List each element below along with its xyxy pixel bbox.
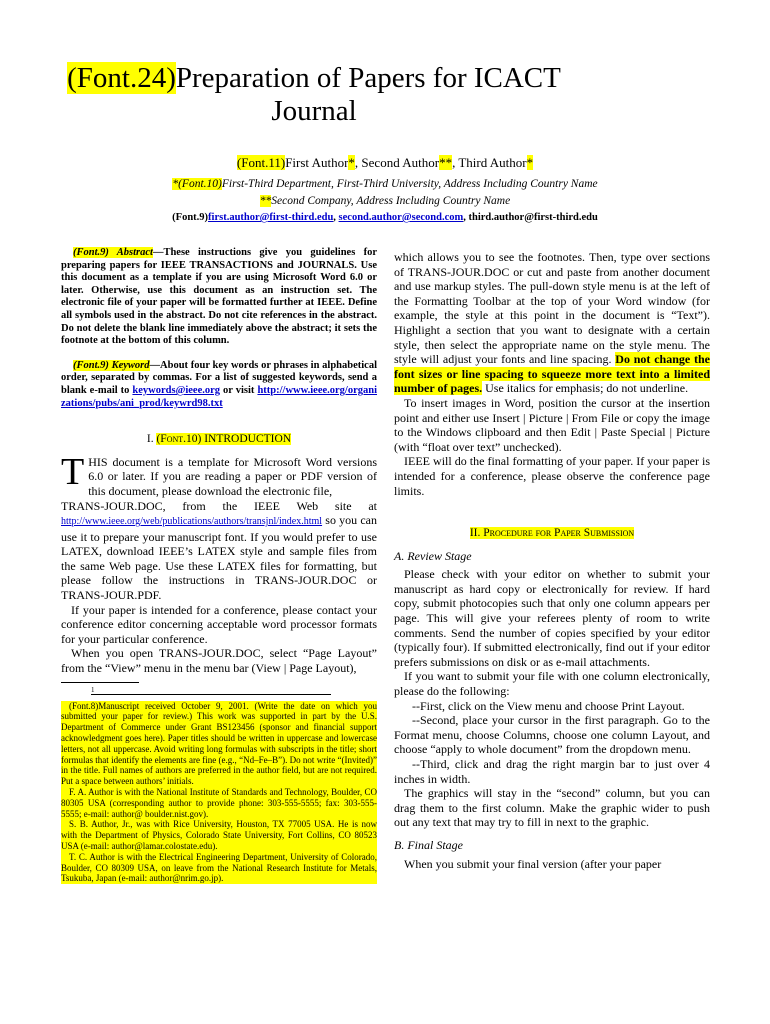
- right-paragraph-2: To insert images in Word, position the cursor at the insertion point and either use Insert | Picture | From File or copy the image to the Windows clipboard and then Edit | Paste Special | Picture (with “float over text” unchecked).: [394, 395, 710, 454]
- keywords: [61, 360, 377, 410]
- left-column: [61, 247, 377, 884]
- intro-p1b: TRANS-JOUR.DOC, from the IEEE Web site at: [61, 498, 377, 513]
- review-paragraph-2: If you want to submit your file with one column electronically, please do the following:: [394, 669, 710, 699]
- step-3: --Third, click and drag the right margin bar to just over 4 inches in width.: [394, 757, 710, 786]
- email-sep: ,: [333, 212, 339, 223]
- section-1-heading: [61, 432, 377, 447]
- right-paragraph-3: IEEE will do the final formatting of your paper. If your paper is intended for a conference, please observe the conference page limits.: [394, 454, 710, 498]
- author-2-mark: **: [439, 155, 453, 170]
- keywords-url-link[interactable]: http://www.ieee.org/organizations/pubs/ani_prod/keywrd98.txt: [61, 384, 378, 409]
- keywords-lead: (Font.9) Keyword: [73, 359, 150, 371]
- review-paragraph-1: Please check with your editor on whether to submit your manuscript as hard copy or electronically for review. If hard copy, submit photocopies such that only one column appears per page. This will give your referees plenty of room to write comments. Send the number of copies specified by your editor (typically four). If submitted electronically, find out if your editor prefers submissions on disk or as e-mail attachments.: [394, 567, 710, 669]
- footnote-4: T. C. Author is with the Electrical Engineering Department, University of Colorado, Boulder, CO 80309 USA, on leave from the National Research Institute for Metals, Tsukuba, Japan (e-mail: author@nrim.go.jp).: [61, 851, 377, 884]
- right-paragraph-1: [394, 250, 710, 396]
- title-font-tag: (Font.24): [67, 62, 176, 94]
- section-1-heading-text: [156, 433, 291, 445]
- subsection-a-heading: A. Review Stage: [394, 548, 472, 563]
- footnote-3: S. B. Author, Jr., was with Rice University, Houston, TX 77005 USA. He is now with the Department of Physics, Colorado State University, Fort Collins, CO 80523 USA (e-mail: author@lamar.colostate.edu).: [61, 819, 377, 851]
- affiliation-1: [0, 178, 770, 190]
- paper-title: [34, 62, 594, 128]
- author-line: [0, 155, 770, 171]
- abstract: [61, 247, 377, 348]
- author-3: , Third Author: [452, 155, 527, 170]
- footnotes-block: [61, 701, 377, 885]
- title-text: Preparation of Papers for ICACT Journal: [175, 62, 561, 127]
- section-1-title: INTRODUCTION: [201, 433, 292, 446]
- footnote-marker: 1: [91, 687, 331, 695]
- email-3: , third.author@first-third.edu: [463, 212, 598, 223]
- subsection-b-heading: B. Final Stage: [394, 837, 463, 852]
- affiliation-2-text: Second Company, Address Including Country Name: [271, 195, 511, 207]
- right-p1-end: Use italics for emphasis; do not underline.: [482, 381, 689, 396]
- section-2-heading: [394, 526, 710, 541]
- intro-paragraph-1: [61, 450, 377, 603]
- author-emails: [0, 212, 770, 223]
- author-3-mark: *: [526, 155, 534, 170]
- intro-paragraph-2: If your paper is intended for a conference, please contact your conference editor concerning acceptable word processor formats for your particular conference.: [61, 602, 377, 646]
- review-paragraph-3: The graphics will stay in the “second” column, but you can drag them to the first column. Make the graphic wider to push out any text that may try to fill in next to the graphic.: [394, 786, 710, 830]
- step-2: --Second, place your cursor in the first paragraph. Go to the Format menu, choose Columns, choose one column Layout, and choose “apply to whole document” from the dropdown menu.: [394, 713, 710, 757]
- author-2: , Second Author: [354, 155, 440, 170]
- email-link-1[interactable]: first.author@first-third.edu: [208, 212, 334, 223]
- email-link-2[interactable]: second.author@second.com: [338, 212, 464, 223]
- intro-p1c: so you can use it to prepare your manuscript font. If you would prefer to use LATEX, download IEEE’s LATEX style and sample files from the same Web page. Use these LATEX files for formatting, but please follow the instructions in TRANS-JOUR.DOC or TRANS-JOUR.PDF.: [61, 513, 377, 603]
- affiliation-1-mark: *(Font.10): [172, 178, 222, 190]
- footnote-rule: [61, 682, 139, 683]
- affiliation-2: [0, 195, 770, 207]
- footnote-2: F. A. Author is with the National Institute of Standards and Technology, Boulder, CO 80305 USA (corresponding author to provide phone: 303-555-5555; fax: 303-555-5555; e-mail: author@ boulder.nist.gov).: [61, 787, 377, 819]
- right-column: [394, 250, 710, 871]
- abstract-text: —These instructions give you guidelines for preparing papers for IEEE TRANSACTIONS and JOURNALS. Use this document as a template if you are using Microsoft Word 6.0 or later. Otherwise, use this document as an instruction set. The electronic file of your paper will be formatted further at IEEE. Define all symbols used in the abstract. Do not cite references in the abstract. Do not delete the blank line immediately above the abstract; it sets the footnote at the bottom of this column.: [61, 247, 377, 347]
- keywords-email-link[interactable]: keywords@ieee.org: [132, 384, 221, 396]
- section-1-number: I.: [146, 433, 157, 446]
- intro-p1: HIS document is a template for Microsoft Word versions 6.0 or later. If you are reading a paper or PDF version of this document, please download the electronic file,: [88, 454, 377, 498]
- step-1: --First, click on the View menu and choose Print Layout.: [412, 698, 685, 713]
- footnote-1: (Font.8)Manuscript received October 9, 2001. (Write the date on which you submitted your paper for review.) This work was supported in part by the U.S. Department of Commerce under Grant BS123456 (sponsor and financial support acknowledgment goes here). Paper titles should be written in uppercase and lowercase letters, not all uppercase. Avoid writing long formulas with subscripts in the title; short formulas that identify the elements are fine (e.g., “Nd–Fe–B”). Do not write “(Invited)” in the title. Full names of authors are preferred in the author field, but are not required. Put a space between authors’ initials.: [61, 700, 377, 787]
- section-2-title: II. Procedure for Paper Submission: [469, 527, 635, 540]
- author-1: First Author: [285, 155, 349, 170]
- final-paragraph-1: When you submit your final version (after your paper: [404, 856, 662, 871]
- authors-font-tag: (Font.11): [236, 155, 286, 170]
- affiliation-1-text: First-Third Department, First-Third University, Address Including Country Name: [221, 178, 598, 190]
- abstract-lead: (Font.9) Abstract: [73, 247, 153, 258]
- drop-cap: T: [61, 450, 85, 493]
- intro-url-link[interactable]: http://www.ieee.org/web/publications/authors/transjnl/index.html: [61, 516, 323, 528]
- intro-paragraph-3: When you open TRANS-JOUR.DOC, select “Page Layout” from the “View” menu in the menu bar (View | Page Layout),: [61, 646, 377, 676]
- author-1-mark: *: [348, 155, 355, 170]
- keywords-text: —About four key words or phrases in alphabetical order, separated by commas. For a list of suggested keywords, send a blank e-mail to: [61, 359, 377, 396]
- keywords-mid: or visit: [220, 384, 258, 396]
- emails-font-tag: (Font.9): [172, 212, 209, 223]
- section-1-font-tag: (Font.10): [156, 433, 202, 446]
- right-p1-highlight: Do not change the font sizes or line spacing to squeeze more text into a limited number of pages.: [394, 352, 710, 396]
- right-p1: which allows you to see the footnotes. Then, type over sections of TRANS-JOUR.DOC or cut and paste from another document and use markup styles. The pull-down style menu is at the left of the Formatting Toolbar at the top of your Word window (for example, the style at this point in the document is “Text”). Highlight a section that you want to designate with a certain style, then select the appropriate name on the style menu. The style will adjust your fonts and line spacing.: [394, 250, 710, 367]
- affiliation-2-mark: **: [259, 195, 272, 207]
